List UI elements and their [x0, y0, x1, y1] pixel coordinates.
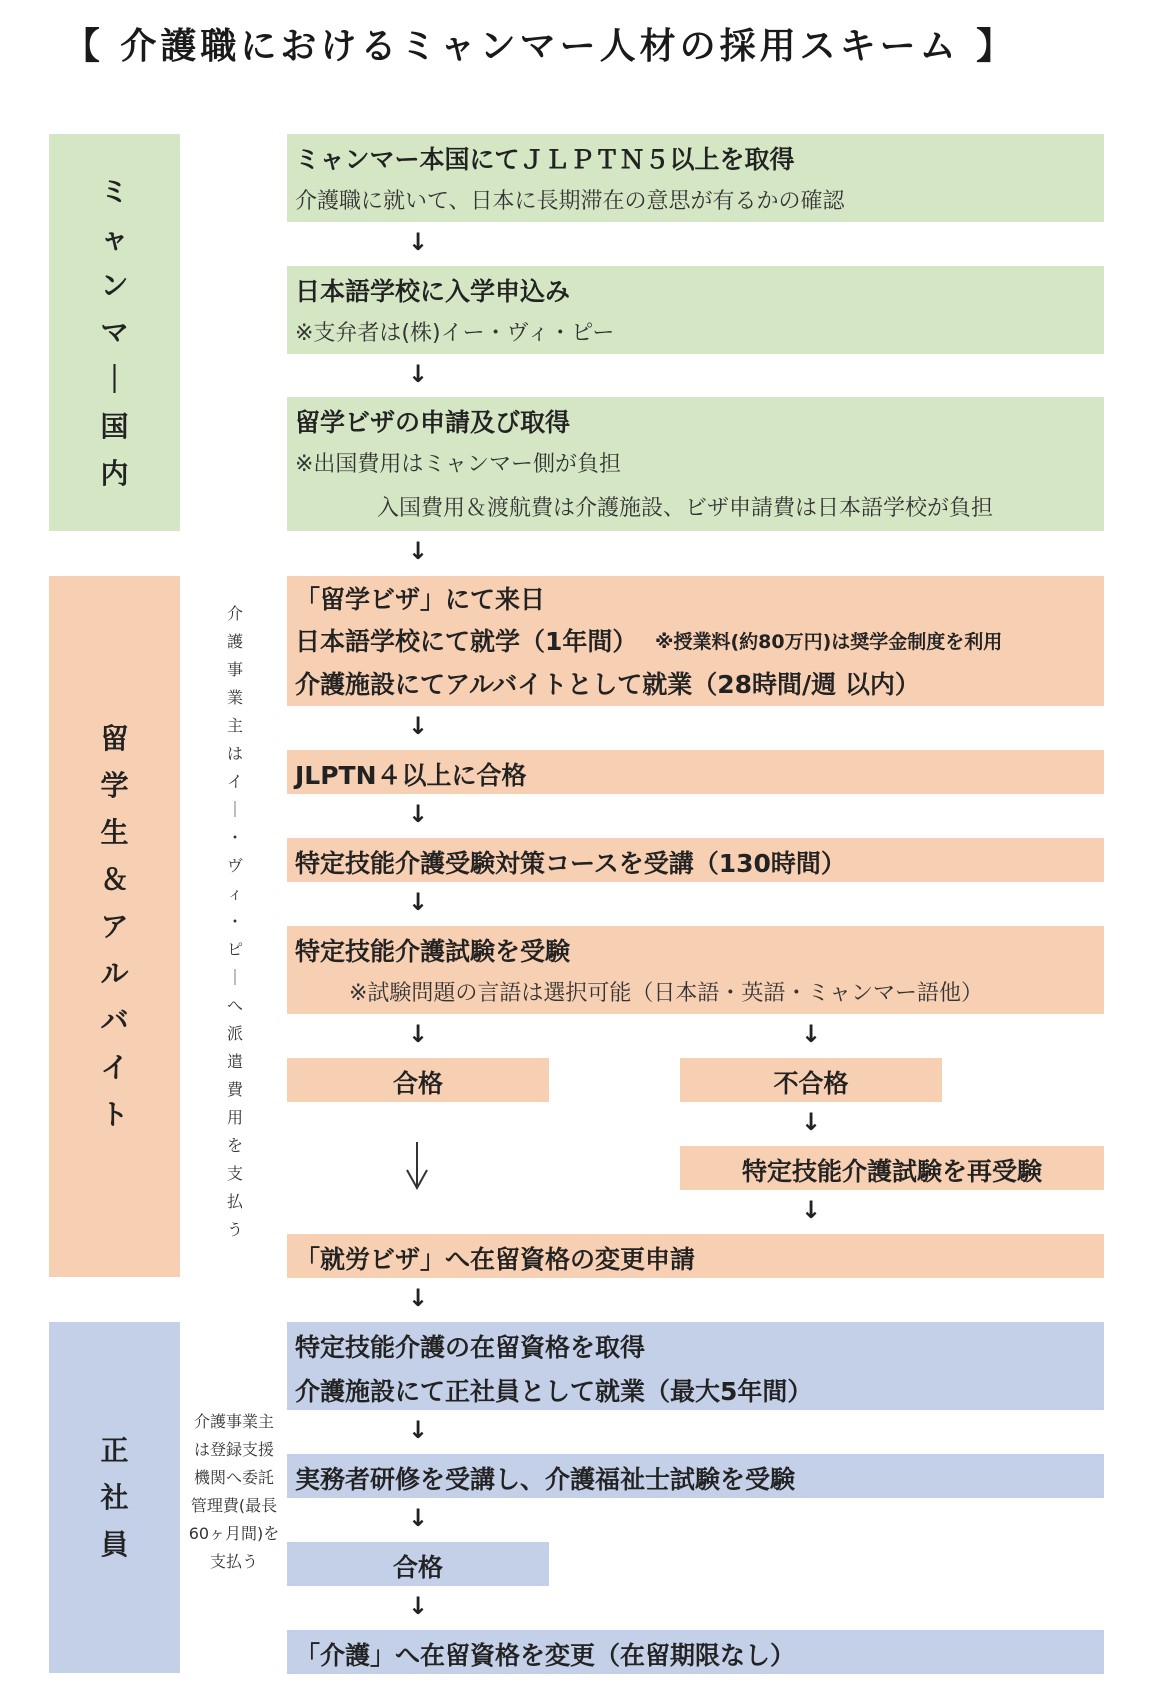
step-sub: ※支弁者は(株)イー・ヴィ・ピー — [295, 321, 615, 346]
phase-char: 員 — [100, 1528, 129, 1561]
note-char: ・ — [226, 912, 243, 931]
result-fail — [680, 1058, 942, 1102]
note-char: ィ — [226, 884, 243, 903]
step-title: 特定技能介護試験を再受験 — [741, 1157, 1042, 1186]
arrow-down: ↓ — [407, 712, 429, 740]
result-pass-care-worker — [287, 1542, 549, 1586]
note-char: ピ — [226, 940, 243, 959]
phase-student — [49, 576, 180, 1277]
note-char: 護 — [226, 632, 243, 651]
phase-char: 留 — [100, 722, 129, 755]
note-char: 費 — [226, 1080, 243, 1099]
page-title: 【 介護職におけるミャンマー人材の採用スキーム 】 — [63, 26, 1017, 67]
arrow-down: ↓ — [407, 1284, 429, 1312]
arrow-down: ↓ — [407, 1020, 429, 1048]
step-sub: 介護職に就いて、日本に長期滞在の意思が有るかの確認 — [295, 189, 845, 214]
arrow-down: ↓ — [407, 888, 429, 916]
note-line: 介護事業主 — [193, 1412, 274, 1431]
phase-char: ミ — [100, 175, 129, 208]
vertical-payment-note — [220, 600, 250, 1244]
note-char: イ — [226, 772, 243, 791]
note-line: は登録支援 — [193, 1440, 274, 1459]
arrow-down: ↓ — [407, 1504, 429, 1532]
phase-char: ン — [100, 269, 129, 302]
arrow-down: ↓ — [800, 1196, 822, 1224]
step-skill-exam — [287, 926, 1104, 1014]
note-line: 60ヶ月間)を — [188, 1524, 280, 1543]
note-char: へ — [226, 996, 243, 1015]
note-char: 支 — [226, 1164, 243, 1183]
note-char: を — [226, 1136, 243, 1155]
step-line: 介護施設にて正社員として就業（最大5年間） — [295, 1377, 813, 1406]
step-school-application — [287, 266, 1104, 354]
note-line: 機関へ委託 — [193, 1468, 274, 1487]
phase-char: 社 — [100, 1481, 129, 1514]
step-student-visa — [287, 397, 1104, 531]
step-title: 「介護」へ在留資格を変更（在留期限なし） — [295, 1641, 796, 1670]
phase-char: ャ — [100, 222, 129, 255]
phase-char: ｜ — [100, 363, 129, 396]
note-char: 用 — [226, 1108, 243, 1127]
note-char: 遣 — [226, 1052, 243, 1071]
phase-employee — [49, 1322, 180, 1673]
step-title: 特定技能介護試験を受験 — [295, 937, 571, 966]
phase-char: 学 — [100, 769, 129, 802]
phase-char: ル — [100, 957, 129, 990]
arrow-down: ↓ — [800, 1020, 822, 1048]
arrow-down: ↓ — [407, 537, 429, 565]
result-pass — [287, 1058, 549, 1102]
arrow-down: ↓ — [800, 1108, 822, 1136]
note-line: 支払う — [209, 1552, 258, 1571]
result-label: 合格 — [392, 1553, 443, 1582]
note-char: 介 — [226, 604, 243, 623]
step-retake — [680, 1146, 1104, 1190]
phase-char: ト — [100, 1098, 129, 1131]
note-line: 管理費(最長 — [190, 1496, 278, 1515]
step-sub: ※試験問題の言語は選択可能（日本語・英語・ミャンマー語他） — [349, 981, 983, 1006]
phase-char: バ — [100, 1004, 129, 1037]
step-line: 「留学ビザ」にて来日 — [295, 585, 546, 614]
note-char: ・ — [226, 828, 243, 847]
step-note: ※授業料(約80万円)は奨学金制度を利用 — [655, 631, 1003, 653]
note-char: う — [226, 1220, 243, 1239]
step-title: 「就労ビザ」へ在留資格の変更申請 — [295, 1245, 696, 1274]
step-jlpt-n5 — [287, 134, 1104, 222]
result-label: 合格 — [392, 1069, 443, 1098]
arrow-long-head — [405, 1168, 429, 1190]
step-line: 日本語学校にて就学（1年間） — [295, 627, 638, 656]
phase-char: マ — [100, 316, 129, 349]
arrow-down: ↓ — [407, 228, 429, 256]
phase-char: 生 — [100, 816, 129, 849]
phase-char: 正 — [100, 1434, 129, 1467]
phase-char: 内 — [100, 457, 129, 490]
arrow-down: ↓ — [407, 1592, 429, 1620]
note-char: ｜ — [226, 968, 243, 987]
arrow-down: ↓ — [407, 1416, 429, 1444]
step-practical-training — [287, 1454, 1104, 1498]
step-title: ミャンマー本国にてＪＬＰＴＮ５以上を取得 — [295, 145, 795, 174]
employee-payment-note — [186, 1408, 282, 1576]
note-char: は — [226, 744, 243, 763]
note-char: 払 — [226, 1192, 243, 1211]
note-char: ｜ — [226, 800, 243, 819]
phase-char: 国 — [100, 410, 129, 443]
note-char: 派 — [226, 1024, 243, 1043]
step-line: 介護施設にてアルバイトとして就業（28時間/週 以内） — [295, 670, 920, 699]
step-title: 特定技能介護受験対策コースを受講（130時間） — [295, 849, 846, 878]
step-prep-course — [287, 838, 1104, 882]
step-arrival-study-work — [287, 576, 1104, 706]
phase-char: ＆ — [100, 863, 129, 896]
note-char: ヴ — [226, 856, 243, 875]
phase-char: イ — [100, 1051, 129, 1084]
step-work-visa-change — [287, 1234, 1104, 1278]
step-care-status — [287, 1630, 1104, 1674]
step-title: 実務者研修を受講し、介護福祉士試験を受験 — [295, 1465, 796, 1494]
note-char: 主 — [226, 716, 243, 735]
result-label: 不合格 — [773, 1069, 849, 1098]
step-title: 日本語学校に入学申込み — [295, 277, 571, 306]
step-jlpt-n4 — [287, 750, 1104, 794]
step-title: 留学ビザの申請及び取得 — [295, 408, 571, 437]
step-sub: ※出国費用はミャンマー側が負担 — [295, 452, 621, 477]
step-line: 特定技能介護の在留資格を取得 — [295, 1333, 646, 1362]
step-sub: 入国費用＆渡航費は介護施設、ビザ申請費は日本語学校が負担 — [377, 496, 994, 521]
step-title: JLPTN４以上に合格 — [295, 761, 527, 790]
arrow-down: ↓ — [407, 360, 429, 388]
note-char: 事 — [226, 660, 243, 679]
step-skill-status — [287, 1322, 1104, 1410]
phase-char: ア — [100, 910, 129, 943]
arrow-down: ↓ — [407, 800, 429, 828]
phase-myanmar — [49, 134, 180, 531]
note-char: 業 — [226, 688, 243, 707]
